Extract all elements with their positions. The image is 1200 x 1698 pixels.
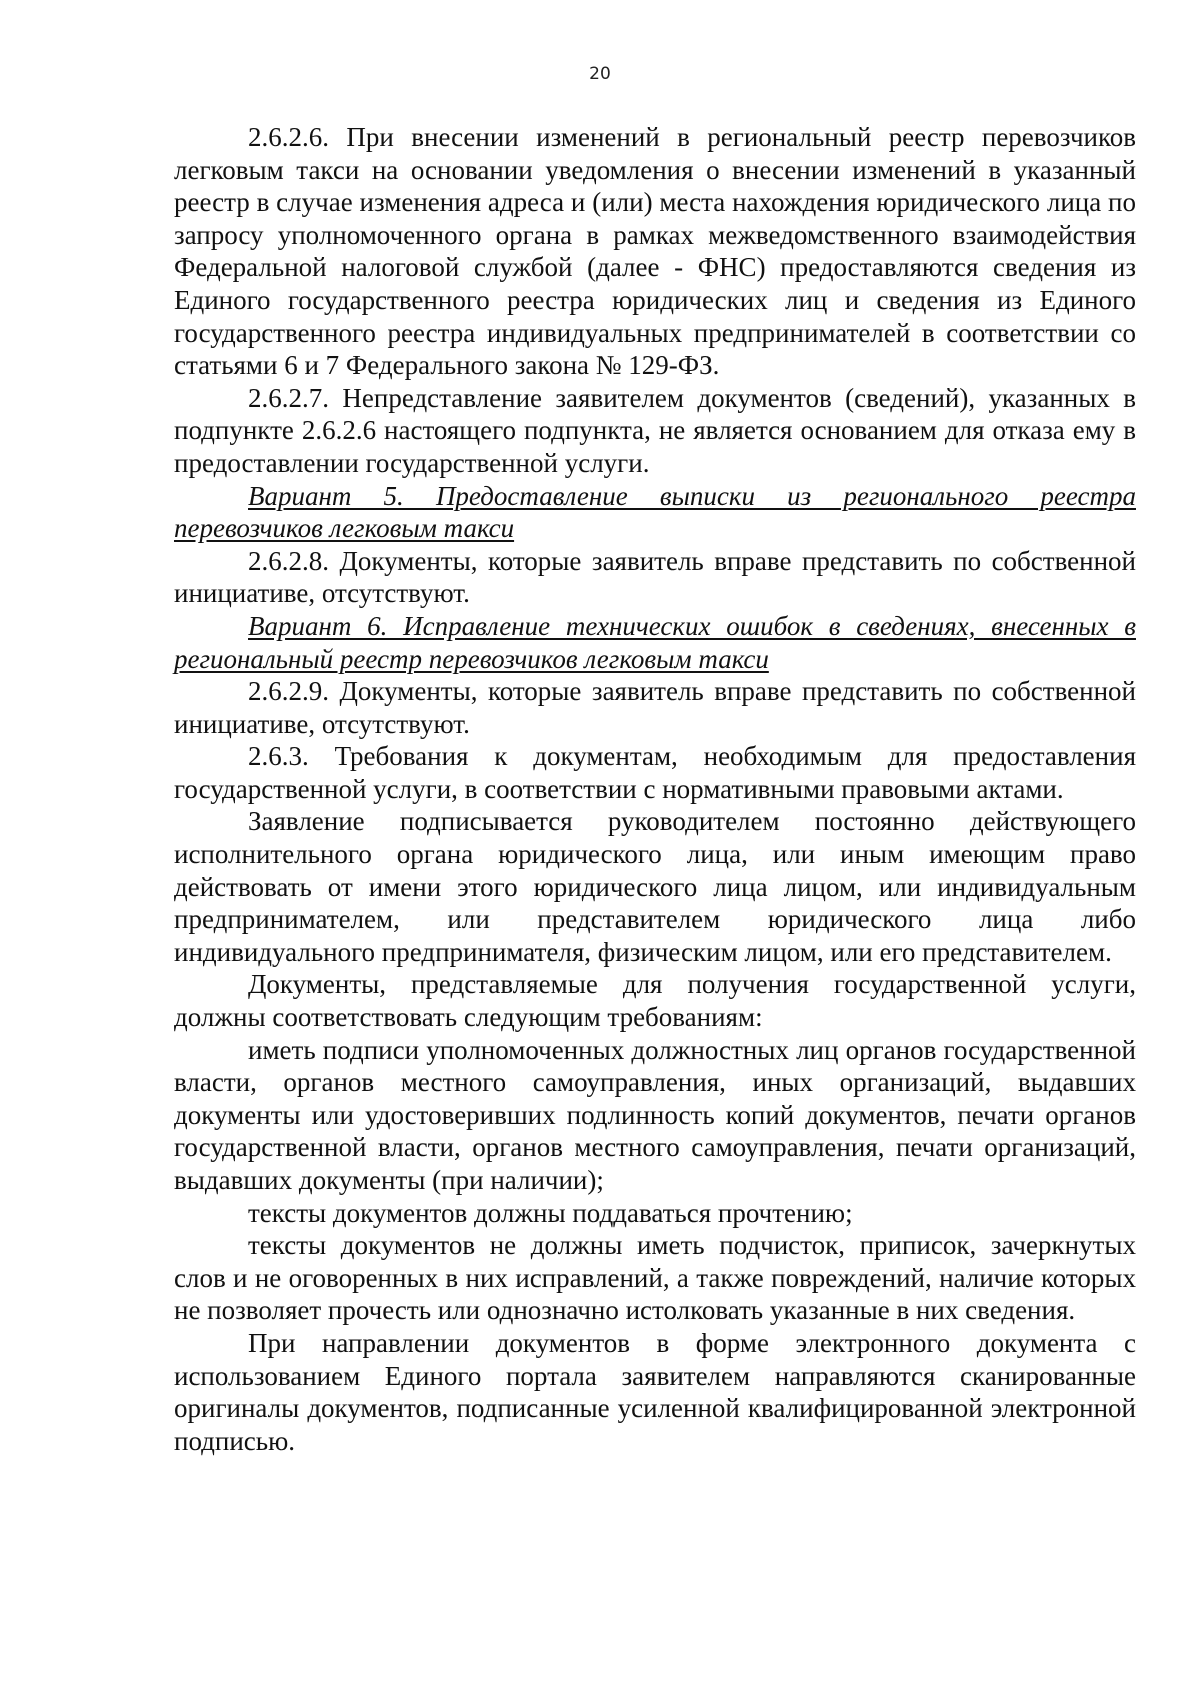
requirement-readable: тексты документов должны поддаваться прочтению; xyxy=(248,1197,853,1228)
variant-6-heading: Вариант 6. Исправление технических ошибок в сведениях, внесенных в региональный реестр перевозчиков легковым такси xyxy=(174,610,1136,674)
paragraph-2-6-2-6: 2.6.2.6. При внесении изменений в региональный реестр перевозчиков легковым такси на основании уведомления о внесении изменений в указанный реестр в случае изменения адреса и (или) места нахождения юридического лица по запросу уполномоченного органа в рамках межведомственного взаимодействия Федеральной налоговой службой (далее - ФНС) предоставляются сведения из Единого государственного реестра юридических лиц и сведения из Единого государственного реестра индивидуальных предпринимателей в соответствии со статьями 6 и 7 Федерального закона № 129-ФЗ. xyxy=(174,122,1136,381)
paragraph-document-requirements: Документы, представляемые для получения государственной услуги, должны соответствовать следующим требованиям: xyxy=(174,969,1136,1033)
requirement-no-corrections: тексты документов не должны иметь подчисток, приписок, зачеркнутых слов и не оговоренных в них исправлений, а также повреждений, наличие которых не позволяет прочесть или однозначно истолковать указанные в них сведения. xyxy=(174,1230,1136,1326)
paragraph-application-signature: Заявление подписывается руководителем постоянно действующего исполнительного органа юридического лица, или иным имеющим право действовать от имени этого юридического лица лицом, или индивидуальным предпринимателем, или представителем юридического лица либо индивидуального предпринимателя, физическим лицом, или его представителем. xyxy=(174,806,1136,967)
page-number: 20 xyxy=(589,64,611,84)
document-body xyxy=(174,121,1136,1457)
requirement-signatures: иметь подписи уполномоченных должностных лиц органов государственной власти, органов местного самоуправления, иных организаций, выдавших документы или удостоверивших подлинность копий документов, печати органов государственной власти, органов местного самоуправления, печати организаций, выдавших документы (при наличии); xyxy=(174,1034,1136,1195)
paragraph-2-6-2-9: 2.6.2.9. Документы, которые заявитель вправе представить по собственной инициативе, отсутствуют. xyxy=(174,676,1136,739)
paragraph-2-6-3: 2.6.3. Требования к документам, необходимым для предоставления государственной услуги, в соответствии с нормативными правовыми актами. xyxy=(174,741,1136,804)
paragraph-2-6-2-7: 2.6.2.7. Непредставление заявителем документов (сведений), указанных в подпункте 2.6.2.6 настоящего подпункта, не является основанием для отказа ему в предоставлении государственной услуги. xyxy=(174,382,1136,478)
paragraph-2-6-2-8: 2.6.2.8. Документы, которые заявитель вправе представить по собственной инициативе, отсутствуют. xyxy=(174,545,1136,609)
paragraph-electronic-submission: При направлении документов в форме электронного документа с использованием Единого портала заявителем направляются сканированные оригиналы документов, подписанные усиленной квалифицированной электронной подписью. xyxy=(174,1327,1136,1456)
variant-5-heading: Вариант 5. Предоставление выписки из регионального реестра перевозчиков легковым такси xyxy=(174,480,1136,544)
